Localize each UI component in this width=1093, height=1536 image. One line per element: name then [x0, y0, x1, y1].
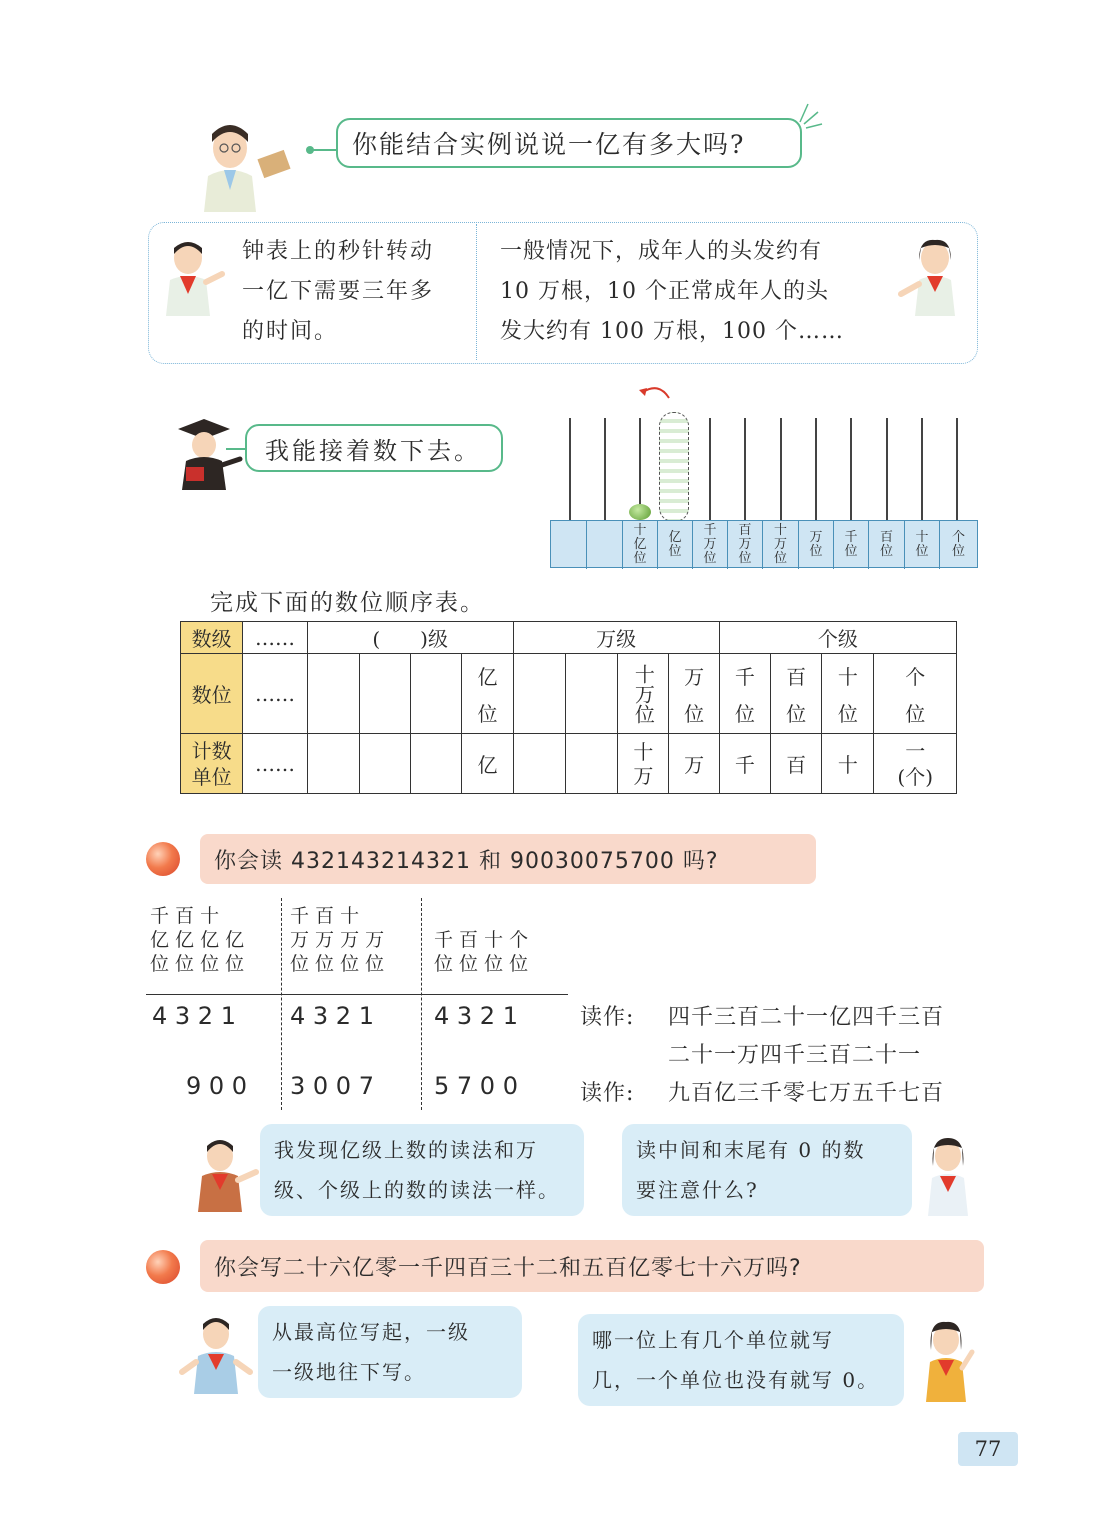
left-example-text [242, 232, 472, 352]
number-1-yi: 4 3 2 1 [152, 1002, 236, 1030]
ten-bead-stack [659, 412, 689, 522]
row-label-unit: 计数单位 [181, 734, 243, 794]
ge-grade-header: 千 百 十 个 位 位 位 位 [434, 929, 529, 975]
place-cell: 千 万 位 [693, 521, 728, 569]
place-qian: 千 位 [719, 654, 770, 734]
right-example-text [500, 232, 880, 352]
place-yi: 亿 位 [462, 654, 513, 734]
unit-ge: 一 (个) [874, 734, 957, 794]
example-box-divider [476, 224, 477, 360]
girl-figure-3 [912, 1318, 982, 1402]
blank-cell[interactable] [411, 734, 462, 794]
blank-cell[interactable] [359, 654, 410, 734]
question-ball-icon [146, 1250, 180, 1284]
number-2-yi: 9 0 0 [186, 1072, 248, 1100]
boy-figure-3 [178, 1314, 254, 1394]
place-cell: 千 位 [834, 521, 869, 569]
place-cell: 个 位 [951, 530, 965, 559]
abacus-base [550, 520, 978, 568]
place-cell: 十 亿 位 [623, 521, 658, 569]
blank-cell[interactable] [513, 654, 565, 734]
place-bai: 百 位 [770, 654, 821, 734]
place-wan: 万 位 [669, 654, 719, 734]
question-2: 你会写二十六亿零一千四百三十二和五百亿零七十六万吗? [200, 1240, 984, 1292]
green-bead [629, 504, 651, 520]
count-text: 我能接着数下去。 [265, 436, 481, 465]
question-ball-icon [146, 842, 180, 876]
unit-bai: 百 [770, 734, 821, 794]
sparkle-icon [794, 100, 824, 130]
number-2-ge: 5 7 0 0 [434, 1072, 518, 1100]
place-value-table [180, 621, 957, 794]
graduate-figure [168, 415, 248, 490]
count-speech-bubble [245, 424, 503, 472]
grade-divider-2 [421, 898, 422, 1110]
boy-figure-1 [158, 236, 228, 316]
blank-cell[interactable] [411, 654, 462, 734]
right-example-line-1: 一般情况下，成年人的头发约有 [500, 239, 823, 264]
left-example-line-1: 钟表上的秒针转动 [242, 239, 435, 264]
number-1-ge: 4 3 2 1 [434, 1002, 518, 1030]
number-1-wan: 4 3 2 1 [290, 1002, 374, 1030]
right-example-line-2: 10 万根，10 个正常成年人的头 [500, 279, 829, 304]
blank-cell[interactable] [565, 734, 617, 794]
unit-qian: 千 [719, 734, 770, 794]
rotate-arrow-icon [635, 382, 675, 402]
girl-speech-bubble-1: 读中间和末尾有 0 的数 要注意什么? [622, 1124, 912, 1216]
blank-cell[interactable] [307, 654, 359, 734]
girl-figure-1 [893, 236, 973, 316]
ellipsis-cell: …… [243, 734, 307, 794]
boy-speech-bubble-2: 从最高位写起，一级 一级地往下写。 [258, 1306, 522, 1398]
page-number: 77 [958, 1432, 1018, 1466]
read-text-1a: 四千三百二十一亿四千三百 [668, 1005, 945, 1030]
boy-figure-2 [184, 1136, 260, 1212]
left-example-line-3: 的时间。 [242, 319, 339, 344]
teacher-speech-bubble [336, 118, 802, 168]
read-label-1: 读作: [580, 1005, 635, 1030]
wan-grade-header: 千 百 十 万 万 万 万 位 位 位 位 [290, 905, 385, 975]
place-cell: 十 位 [905, 521, 940, 569]
read-text-2: 九百亿三千零七万五千七百 [668, 1081, 945, 1106]
ellipsis-cell: …… [243, 622, 307, 654]
place-ge: 个 位 [874, 654, 957, 734]
row-label-grade: 数级 [181, 622, 243, 654]
ellipsis-cell: …… [243, 654, 307, 734]
blank-cell[interactable] [359, 734, 410, 794]
left-example-line-2: 一亿下需要三年多 [242, 279, 435, 304]
unit-yi: 亿 [462, 734, 513, 794]
row-label-place: 数位 [181, 654, 243, 734]
grade-unknown: ( )级 [307, 622, 513, 654]
teacher-figure [190, 120, 310, 212]
grade-wan: 万级 [513, 622, 719, 654]
number-2-wan: 3 0 0 7 [290, 1072, 374, 1100]
grade-ge: 个级 [719, 622, 956, 654]
graduate-pointer [226, 448, 246, 450]
place-cell: 亿 位 [658, 521, 693, 569]
yi-grade-header: 千 百 十 亿 亿 亿 亿 位 位 位 位 [150, 905, 245, 975]
place-cell: 百 位 [869, 521, 905, 569]
place-cell: 万 位 [799, 521, 834, 569]
place-shi: 十 位 [822, 654, 874, 734]
girl-figure-2 [916, 1136, 982, 1216]
unit-shiwan: 十万 [618, 734, 669, 794]
blank-cell[interactable] [513, 734, 565, 794]
read-text-1b: 二十一万四千三百二十一 [668, 1043, 922, 1068]
unit-shi: 十 [822, 734, 874, 794]
unit-wan: 万 [669, 734, 719, 794]
place-cell: 十 万 位 [763, 521, 799, 569]
table-title: 完成下面的数位顺序表。 [210, 590, 485, 616]
question-1: 你会读 432143214321 和 90030075700 吗? [200, 834, 816, 884]
right-example-line-3: 发大约有 100 万根，100 个…… [500, 319, 844, 344]
girl-speech-bubble-2: 哪一位上有几个单位就写 几，一个单位也没有就写 0。 [578, 1314, 904, 1406]
teacher-question: 你能结合实例说说一亿有多大吗? [352, 130, 746, 159]
blank-cell[interactable] [565, 654, 617, 734]
grade-divider-1 [281, 898, 282, 1110]
place-cell: 百 万 位 [728, 521, 763, 569]
blank-cell[interactable] [307, 734, 359, 794]
read-label-2: 读作: [580, 1081, 635, 1106]
place-cell [551, 521, 587, 569]
place-shiwan: 十万位 [618, 654, 669, 734]
boy-speech-bubble-1: 我发现亿级上数的读法和万 级、个级上的数的读法一样。 [260, 1124, 584, 1216]
header-rule [146, 994, 568, 995]
abacus [550, 382, 978, 568]
place-cell [587, 521, 623, 569]
